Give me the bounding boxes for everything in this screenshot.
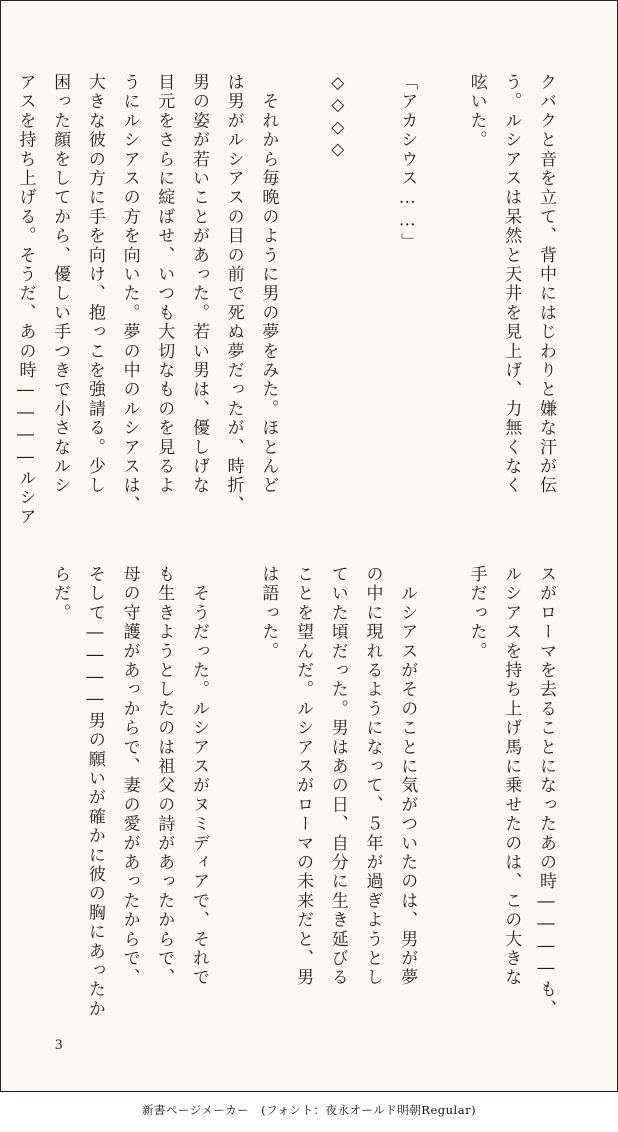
footer-credit: 新書ページメーカー (フォント：夜永オールド明朝Regular) bbox=[141, 1103, 477, 1117]
text-line: 「アカシウス……」 bbox=[397, 73, 418, 252]
text-line: は語った。 bbox=[258, 565, 279, 661]
lower-text-block bbox=[42, 565, 563, 1025]
text-line bbox=[216, 565, 251, 1025]
text-line: ◇◇◇◇ bbox=[327, 73, 348, 162]
text-line: は男がルシアスの目の前で死ぬ夢だったが、時折、 bbox=[223, 73, 244, 515]
text-line: 母の守護があっからで、妻の愛があったからで、 bbox=[119, 565, 140, 988]
text-line: 困った顔をしてから、優しい手つきで小さなルシ bbox=[50, 73, 71, 496]
text-line: の中に現れるようになって、５年が過ぎようとし bbox=[362, 565, 383, 988]
page-number: 3 bbox=[55, 1037, 63, 1053]
text-line: らだ。 bbox=[50, 565, 71, 623]
text-line bbox=[424, 73, 459, 533]
text-line: 男の姿が若いことがあった。若い男は、優しげな bbox=[188, 73, 209, 496]
upper-text-block bbox=[8, 73, 563, 533]
text-line: アスを持ち上げる。そうだ、あの時――――ルシア bbox=[15, 73, 36, 527]
text-line: そうだった。ルシアスがヌミディアで、それで bbox=[188, 565, 209, 988]
text-line: も生きようとしたのは祖父の詩があったからで、 bbox=[154, 565, 175, 988]
text-line: それから毎晩のように男の夢をみた。ほとんど bbox=[258, 73, 279, 496]
text-line: 目元をさらに綻ばせ、いつも大切なものを見るよ bbox=[154, 73, 175, 496]
text-line: ルシアスを持ち上げ馬に乗せたのは、この大きな bbox=[501, 565, 522, 988]
text-line bbox=[424, 565, 459, 1025]
text-line: スがローマを去ることになったあの時――――も、 bbox=[536, 565, 556, 1019]
text-line bbox=[285, 73, 320, 533]
text-line: ことを望んだ。ルシアスがローマの未来だと、男 bbox=[293, 565, 314, 988]
text-line bbox=[355, 73, 390, 533]
text-line: 呟いた。 bbox=[466, 73, 487, 150]
text-line: クバクと音を立て、背中にはじわりと嫌な汗が伝 bbox=[536, 73, 556, 496]
text-line: 大きな彼の方に手を向け、抱っこを強請る。少し bbox=[84, 73, 105, 496]
text-line: う。ルシアスは呆然と天井を見上げ、力無くなく bbox=[501, 73, 522, 496]
text-line: そして――――男の願いが確かに彼の胸にあったか bbox=[84, 565, 105, 1019]
text-line: ていた頃だった。男はあの日、自分に生き延びる bbox=[327, 565, 348, 988]
text-line: ルシアスがそのことに気がついたのは、男が夢 bbox=[397, 565, 418, 988]
text-line: 手だった。 bbox=[466, 565, 487, 661]
text-line: うにルシアスの方を向いた。夢の中のルシアスは、 bbox=[119, 73, 140, 515]
